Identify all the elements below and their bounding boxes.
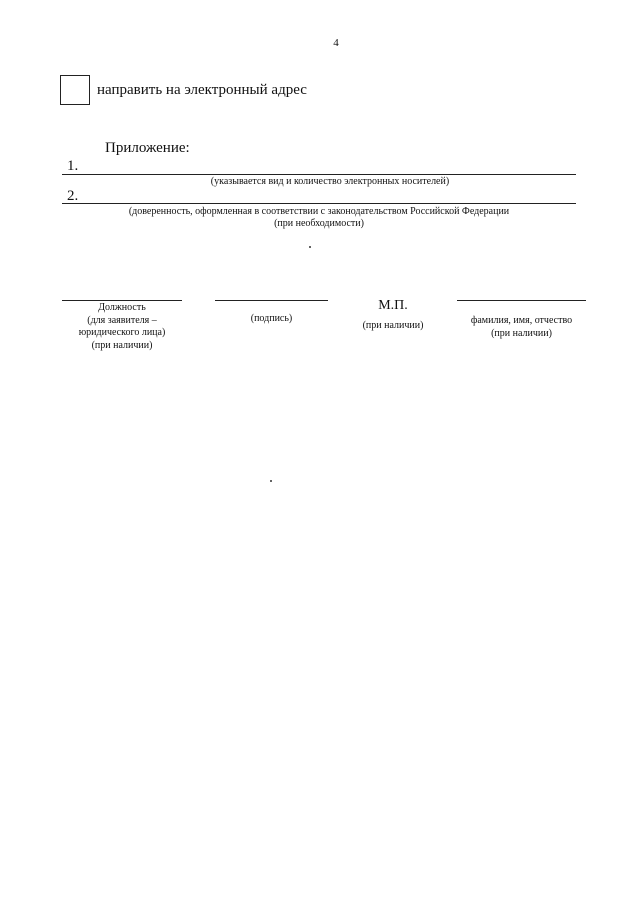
position-line[interactable] — [62, 300, 182, 301]
full-name-line[interactable] — [457, 300, 586, 301]
page-number: 4 — [333, 37, 339, 49]
position-caption-line-2: (для заявителя – — [87, 314, 157, 326]
position-caption-line-4: (при наличии) — [91, 339, 153, 351]
signature-line[interactable] — [215, 300, 328, 301]
attachment-item-2-caption-line-2: (при необходимости) — [274, 218, 364, 229]
attachments-title: Приложение: — [105, 140, 190, 156]
attachment-item-2-number: 2. — [67, 188, 79, 204]
position-caption-line-3: юридического лица) — [78, 327, 166, 338]
attachment-item-1-line[interactable] — [62, 174, 576, 175]
stray-dot — [309, 246, 311, 248]
full-name-caption — [457, 315, 586, 340]
full-name-caption-line-2: (при наличии) — [491, 327, 552, 339]
stray-dot-lower — [270, 480, 272, 482]
full-name-caption-line-1: фамилия, имя, отчество — [470, 315, 573, 326]
position-caption — [62, 302, 182, 352]
attachment-item-2-line[interactable] — [62, 203, 576, 204]
position-caption-line-1: Должность — [98, 302, 146, 313]
stamp-note: (при наличии) — [362, 320, 424, 331]
stamp-label: М.П. — [378, 298, 408, 313]
signature-caption: (подпись) — [250, 313, 293, 324]
email-delivery-checkbox[interactable] — [60, 75, 90, 105]
attachment-item-2-caption-line-1: (доверенность, оформленная в соответствии с законодательством Российской Федерации — [128, 206, 510, 217]
email-delivery-label: направить на электронный адрес — [97, 82, 307, 98]
attachment-item-1-caption: (указывается вид и количество электронных носителей) — [210, 176, 450, 187]
attachment-item-1-number: 1. — [67, 158, 79, 174]
